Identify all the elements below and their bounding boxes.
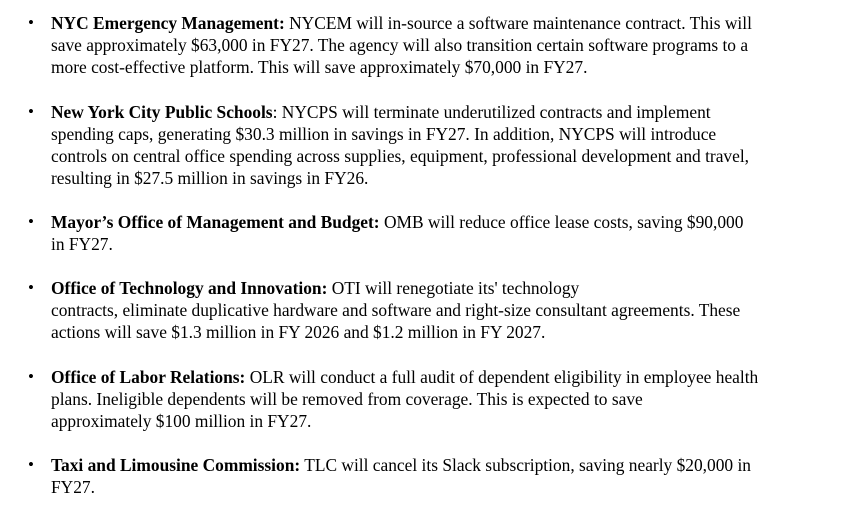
bullet-item-oti [51, 277, 846, 343]
bullet-item-tlc [51, 454, 846, 498]
bullet-text-line: spending caps, generating $30.3 million in savings in FY27. In addition, NYCPS will introduce [51, 124, 717, 144]
bullet-text-line: plans. Ineligible dependents will be removed from coverage. This is expected to save [51, 389, 643, 409]
bullet-heading: New York City Public Schools [51, 102, 273, 122]
bullet-text-line: FY27. [51, 477, 95, 497]
bullet-text-line: more cost-effective platform. This will save approximately $70,000 in FY27. [51, 57, 588, 77]
bullet-text-line: OTI will renegotiate its' technology [327, 278, 580, 298]
bullet-text-line: resulting in $27.5 million in savings in FY26. [51, 168, 369, 188]
bullet-text-line: TLC will cancel its Slack subscription, saving nearly $20,000 in [300, 455, 751, 475]
bullet-text-line: contracts, eliminate duplicative hardware and software and right-size consultant agreements. These [51, 300, 741, 320]
bullet-text-line: NYCEM will in-source a software maintenance contract. This will [284, 13, 752, 33]
bullet-item-nycps [51, 101, 846, 189]
bullet-text-line: controls on central office spending across supplies, equipment, professional development and travel, [51, 146, 750, 166]
bullet-text-line: save approximately $63,000 in FY27. The agency will also transition certain software programs to a [51, 35, 749, 55]
bullet-item-nycem [51, 12, 846, 78]
bullet-text-line: OLR will conduct a full audit of dependent eligibility in employee health [245, 367, 759, 387]
bullet-text-line: : NYCPS will terminate underutilized contracts and implement [272, 102, 711, 122]
bullet-heading: NYC Emergency Management: [51, 13, 285, 33]
bullet-heading: Taxi and Limousine Commission: [51, 455, 301, 475]
bullet-text-line: OMB will reduce office lease costs, saving $90,000 [379, 212, 744, 232]
bullet-text-line: actions will save $1.3 million in FY 2026 and $1.2 million in FY 2027. [51, 322, 546, 342]
bullet-heading: Mayor’s Office of Management and Budget: [51, 212, 380, 232]
bullet-text-line: in FY27. [51, 234, 113, 254]
bullet-text-line: approximately $100 million in FY27. [51, 411, 312, 431]
bullet-heading: Office of Technology and Innovation: [51, 278, 328, 298]
bullet-item-omb [51, 211, 846, 255]
bullet-item-olr [51, 366, 846, 432]
bullet-heading: Office of Labor Relations: [51, 367, 246, 387]
